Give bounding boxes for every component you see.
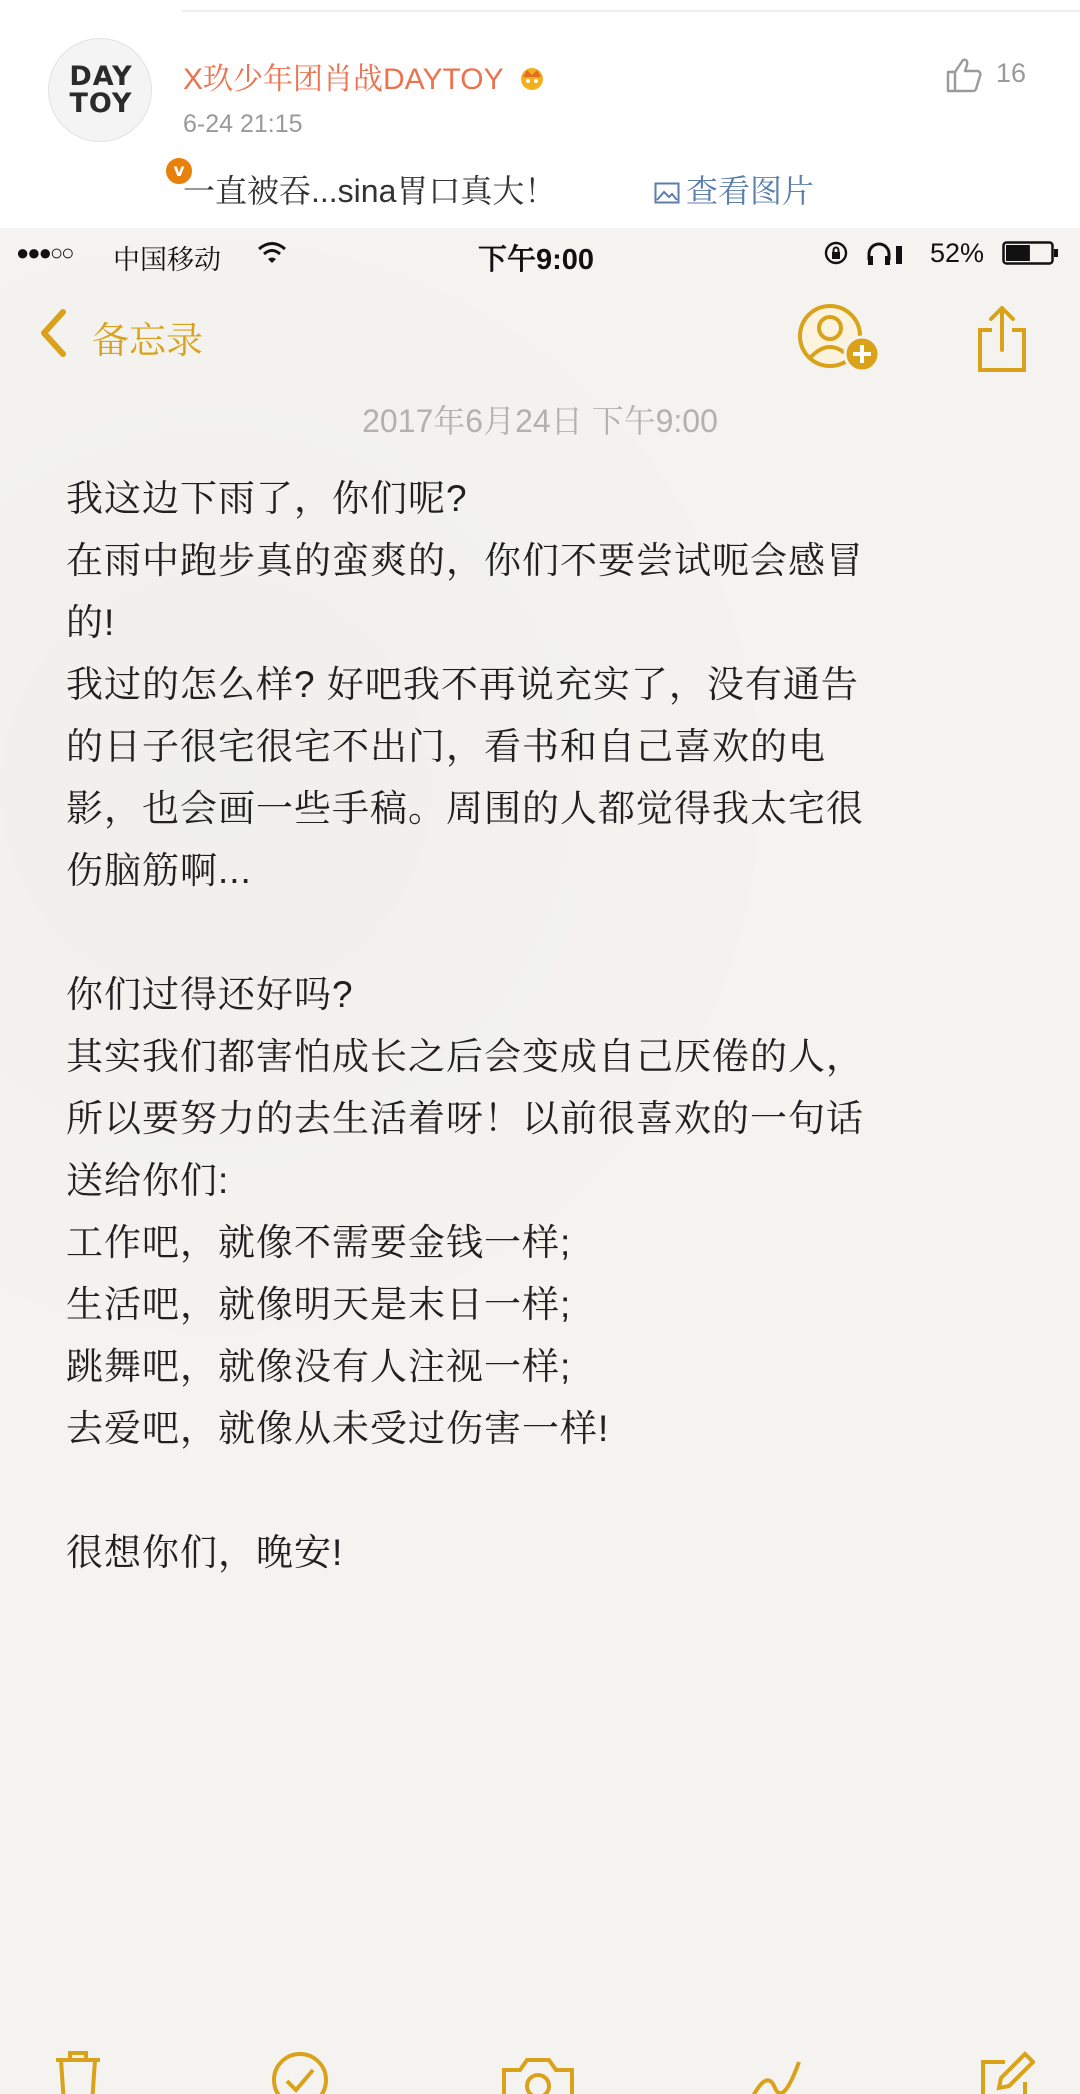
notes-nav-bar [0, 284, 1080, 388]
notes-screenshot [0, 228, 1080, 2094]
note-line: 影，也会画一些手稿。周围的人都觉得我太宅很 [66, 788, 864, 829]
checklist-icon[interactable] [270, 2048, 330, 2094]
compose-icon[interactable] [975, 2048, 1035, 2094]
weibo-comment [0, 0, 1080, 228]
note-line: 生活吧，就像明天是末日一样; [66, 1284, 572, 1325]
note-line: 的日子很宅很宅不出门，看书和自己喜欢的电 [66, 726, 826, 767]
avatar-logo: DAY TOY [69, 61, 133, 119]
like-count: 16 [996, 58, 1027, 88]
wifi-icon [257, 240, 287, 264]
add-person-icon[interactable] [792, 300, 884, 376]
view-picture-link[interactable] [654, 166, 814, 212]
note-line: 工作吧，就像不需要金钱一样; [66, 1222, 572, 1263]
comment-time: 6-24 21:15 [183, 110, 303, 138]
status-bar [0, 228, 1080, 284]
username-text: X玖少年团肖战DAYTOY [183, 63, 504, 96]
note-line [66, 902, 1026, 964]
signal-strength: ●●●○○ [16, 240, 73, 265]
rotation-lock-icon [824, 240, 848, 266]
note-line: 去爱吧，就像从未受过伤害一样! [66, 1408, 610, 1449]
note-line: 送给你们: [66, 1160, 230, 1201]
note-line: 的! [66, 602, 116, 643]
status-time: 下午9:00 [478, 244, 595, 276]
note-line: 我这边下雨了，你们呢? [66, 478, 468, 519]
username[interactable] [183, 54, 547, 98]
view-picture-label: 查看图片 [686, 173, 815, 209]
verified-badge: v [163, 155, 195, 187]
avatar[interactable] [48, 38, 185, 181]
divider [182, 10, 1080, 12]
note-line: 所以要努力的去生活着呀！以前很喜欢的一句话 [66, 1098, 864, 1139]
note-line: 很想你们，晚安! [66, 1532, 344, 1573]
note-line: 你们过得还好吗? [66, 974, 354, 1015]
note-line: 在雨中跑步真的蛮爽的，你们不要尝试呃会感冒 [66, 540, 864, 581]
note-body[interactable] [66, 468, 1026, 1584]
share-icon[interactable] [974, 300, 1030, 376]
battery-icon [1002, 241, 1060, 265]
battery-percent: 52% [930, 238, 985, 268]
chevron-left-icon[interactable] [38, 308, 68, 358]
note-line: 其实我们都害怕成长之后会变成自己厌倦的人， [66, 1036, 864, 1077]
note-date: 2017年6月24日 下午9:00 [362, 403, 718, 439]
trash-icon[interactable] [48, 2048, 108, 2094]
comment-text: 一直被吞...sina胃口真大！ [183, 173, 557, 209]
thumbs-up-icon[interactable] [944, 56, 984, 94]
headphones-icon [866, 240, 906, 266]
carrier-name: 中国移动 [113, 245, 221, 275]
notes-toolbar [0, 2038, 1080, 2094]
note-line [66, 1460, 1026, 1522]
note-line: 我过的怎么样? 好吧我不再说充实了，没有通告 [66, 664, 859, 705]
sketch-icon[interactable] [745, 2048, 805, 2094]
back-button[interactable]: 备忘录 [92, 320, 203, 361]
camera-icon[interactable] [500, 2048, 576, 2094]
picture-icon [654, 182, 680, 204]
note-line: 伤脑筋啊... [66, 850, 252, 891]
note-line: 跳舞吧，就像没有人注视一样; [66, 1346, 572, 1387]
crown-icon [517, 65, 547, 91]
